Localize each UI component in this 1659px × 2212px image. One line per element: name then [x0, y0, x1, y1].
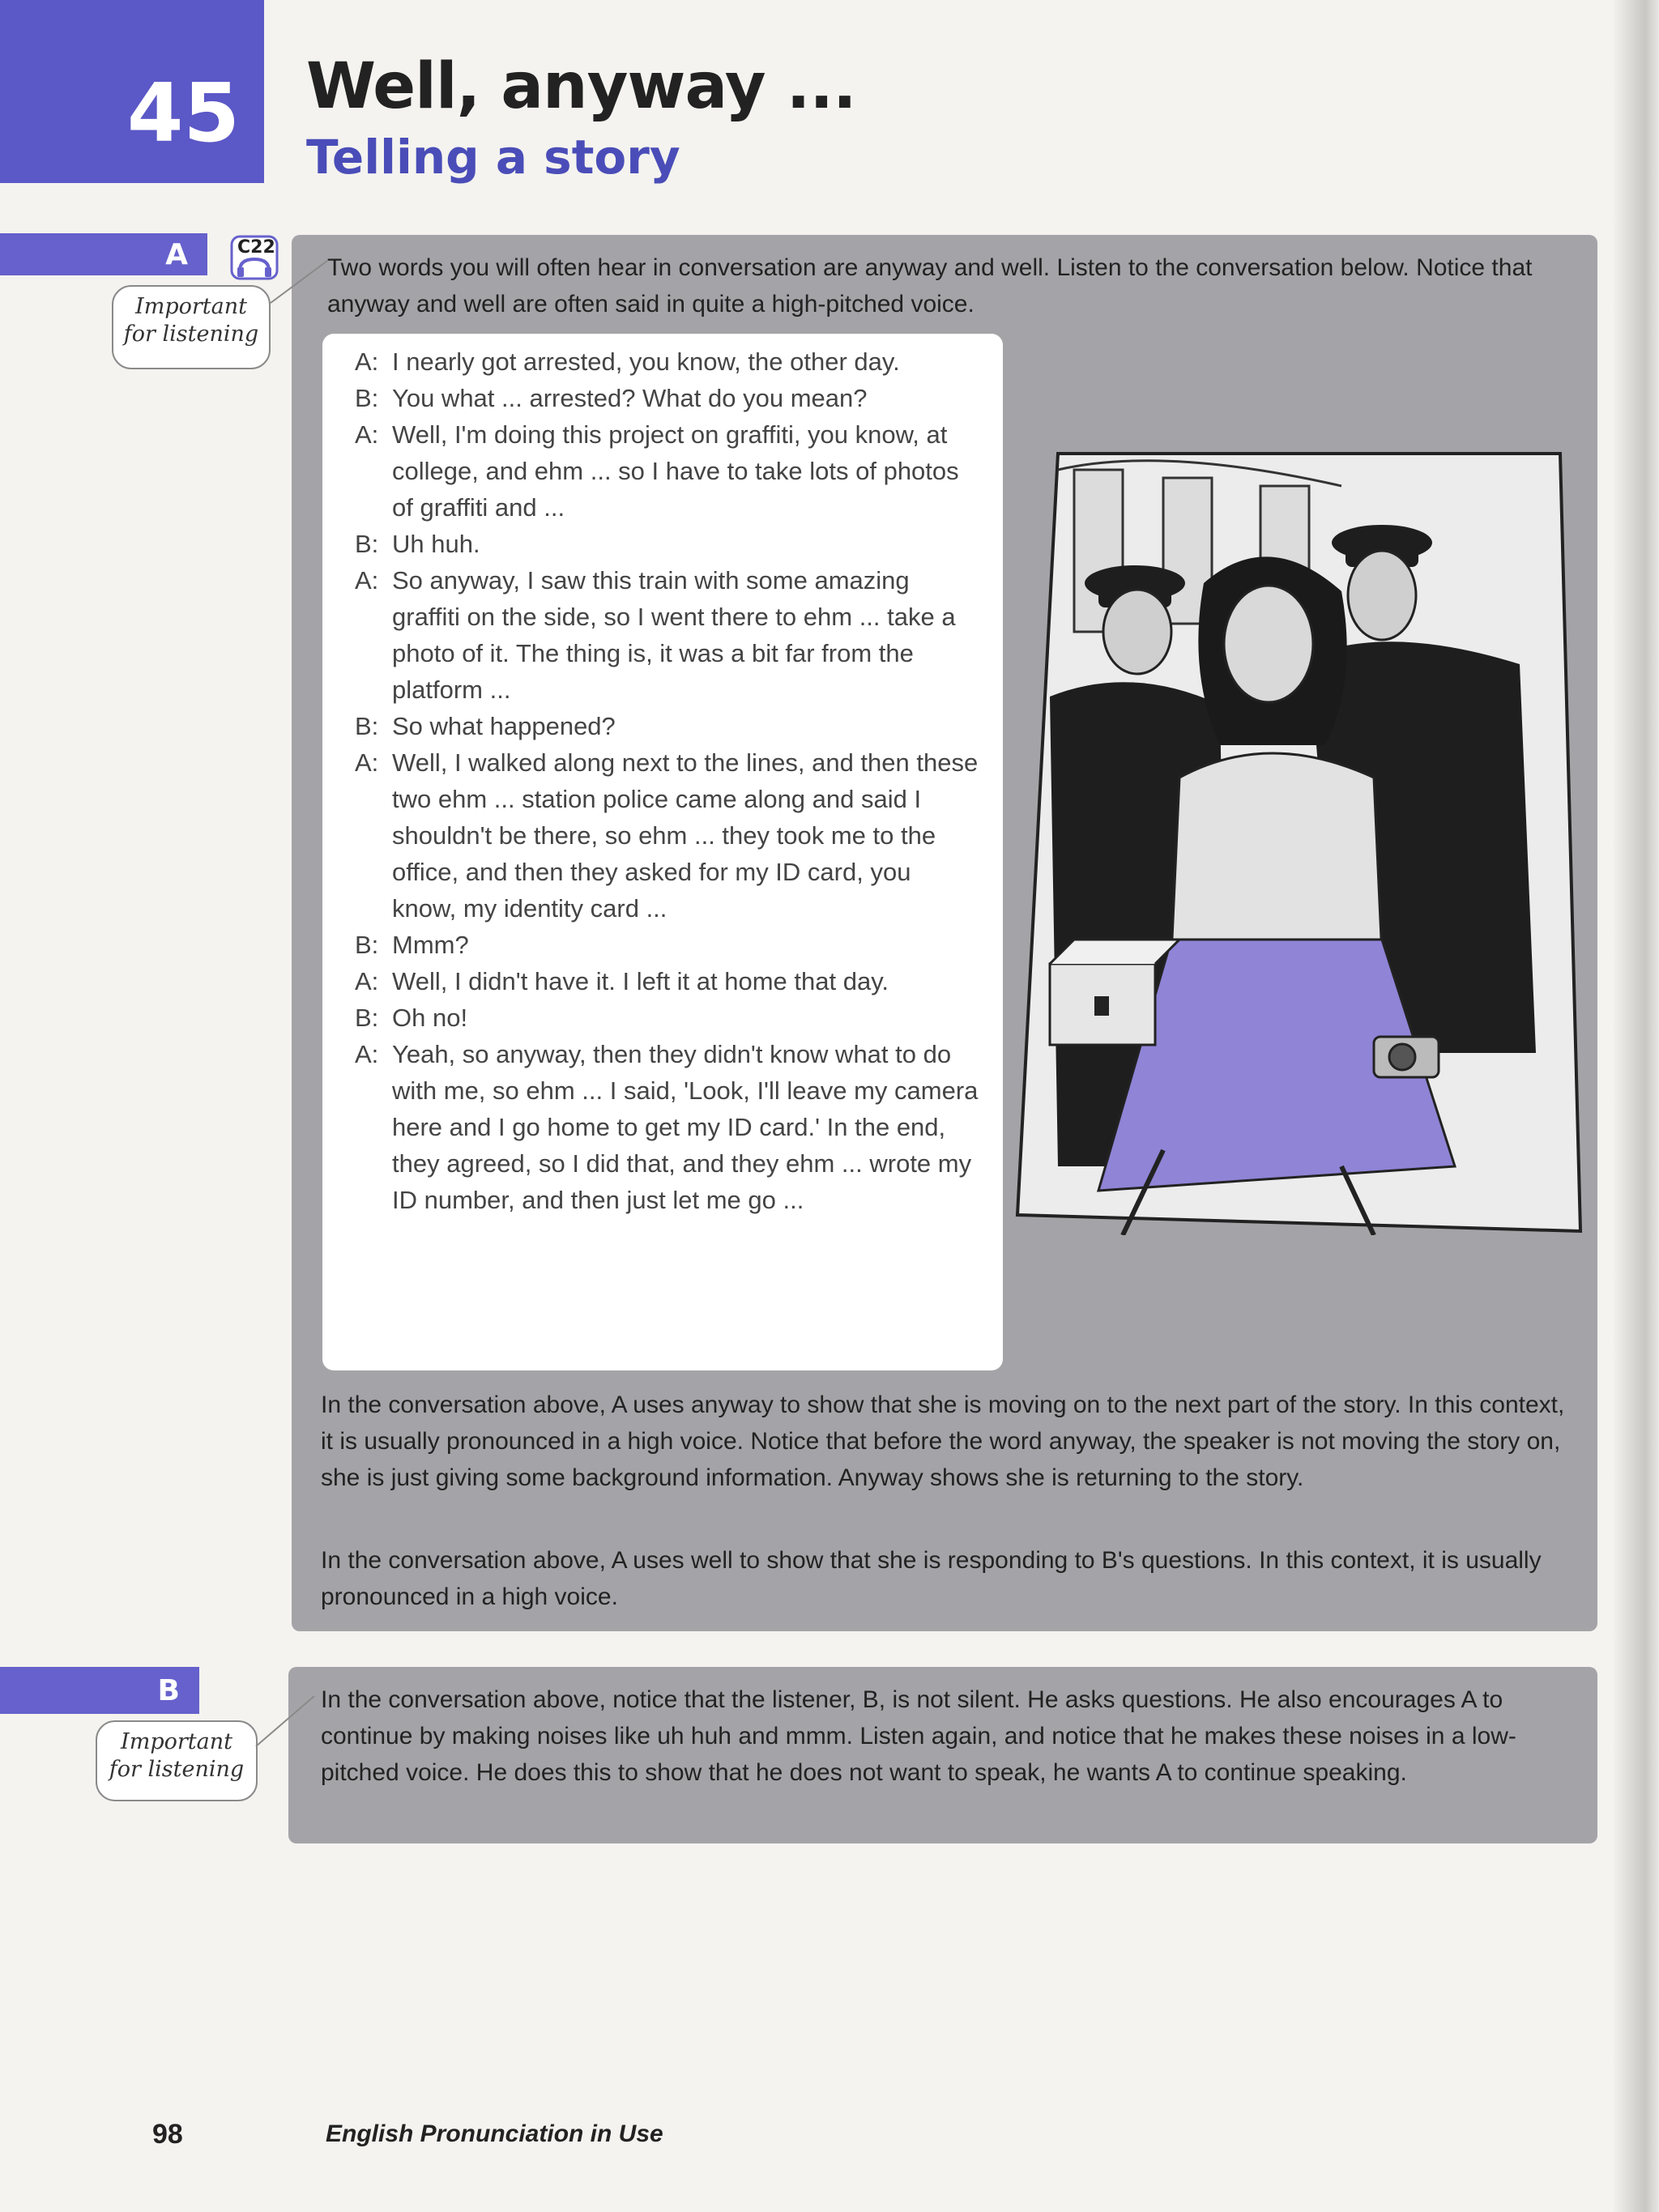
utterance: Mmm? [392, 931, 469, 959]
speaker: A: [355, 347, 379, 376]
speaker: A: [355, 967, 379, 995]
page-subtitle: Telling a story [306, 130, 680, 185]
utterance: I nearly got arrested, you know, the other day. [392, 347, 900, 376]
camera-icon [1374, 1037, 1439, 1077]
speaker: B: [355, 530, 379, 558]
important-note-a [112, 285, 271, 369]
note-pointer-b [253, 1693, 318, 1750]
speaker: B: [355, 931, 379, 959]
dialog-line [355, 963, 979, 999]
section-b-paragraph: In the conversation above, notice that the listener, B, is not silent. He asks questions. He also encourages A to continue by making noises like uh huh and mmm. Listen again, and notice that he makes these noises in a low-pitched voice. He does this to show that he does not want to speak, he wants A to continue speaking. [321, 1686, 1516, 1786]
dialog-line [355, 744, 979, 927]
section-b-tab [0, 1667, 199, 1714]
conversation-box [322, 334, 1003, 1370]
section-b-label: B [157, 1673, 180, 1707]
page-title: Well, anyway ... [306, 50, 856, 123]
unit-number-box [0, 0, 264, 183]
speaker: B: [355, 384, 379, 412]
speaker: A: [355, 420, 379, 449]
dialog-line [355, 343, 979, 380]
book-title: English Pronunciation in Use [326, 2120, 663, 2147]
utterance: Well, I'm doing this project on graffiti, you know, at college, and ehm ... so I have to take lots of photos of graffiti and ... [392, 420, 959, 522]
section-a-paragraph-2: In the conversation above, A uses well to show that she is responding to B's questions. In this context, it is usually pronounced in a high voice. [321, 1547, 1542, 1610]
utterance: So what happened? [392, 712, 616, 740]
dialog-line [355, 380, 979, 416]
utterance: Well, I didn't have it. I left it at home that day. [392, 967, 889, 995]
speaker: A: [355, 748, 379, 777]
speaker: A: [355, 1040, 379, 1068]
note-pointer-a [267, 258, 332, 306]
utterance: Yeah, so anyway, then they didn't know what to do with me, so ehm ... I said, 'Look, I'll leave my camera here and I go home to get my ID card.' In the end, they agreed, so I did that, and they ehm ... wrote my ID number, and then just let me go ... [392, 1040, 979, 1214]
section-a-label: A [165, 237, 188, 271]
utterance: So anyway, I saw this train with some amazing graffiti on the side, so I went there to ehm ... take a photo of it. The thing is, it was a bit far from the platform ... [392, 566, 956, 704]
utterance: Well, I walked along next to the lines, and then these two ehm ... station police came along and said I shouldn't be there, so ehm ... they took me to the office, and then they asked for my ID card, you know, my identity card ... [392, 748, 979, 923]
utterance: Oh no! [392, 1004, 468, 1032]
note-a-line2: for listening [123, 322, 259, 347]
story-illustration [1001, 437, 1593, 1235]
page-binding-shadow [1612, 0, 1659, 2212]
section-a-tab [0, 233, 207, 275]
speaker: B: [355, 712, 379, 740]
section-a-paragraph-1: In the conversation above, A uses anyway to show that she is moving on to the next part of the story. In this context, it is usually pronounced in a high voice. Notice that before the word anyway, the speaker is not moving the story on, she is just giving some background information. Anyway shows she is returning to the story. [321, 1392, 1565, 1491]
note-b-line1: Important [121, 1729, 232, 1754]
speaker: B: [355, 1004, 379, 1032]
cd-track-code: C22 [237, 237, 275, 258]
dialog-line [355, 416, 979, 526]
dialog-line [355, 999, 979, 1036]
utterance: You what ... arrested? What do you mean? [392, 384, 868, 412]
dialog-line [355, 927, 979, 963]
page-number: 98 [152, 2119, 183, 2150]
dialog-line [355, 1036, 979, 1218]
dialog-line [355, 562, 979, 708]
speaker: A: [355, 566, 379, 595]
note-b-line2: for listening [109, 1757, 245, 1782]
utterance: Uh huh. [392, 530, 480, 558]
dialog-line [355, 708, 979, 744]
dialog-line [355, 526, 979, 562]
important-note-b [96, 1720, 258, 1801]
section-a-intro: Two words you will often hear in conversation are anyway and well. Listen to the conversation below. Notice that anyway and well are often said in quite a high-pitched voice. [327, 254, 1533, 318]
unit-number: 45 [126, 66, 240, 160]
note-a-line1: Important [135, 294, 247, 319]
